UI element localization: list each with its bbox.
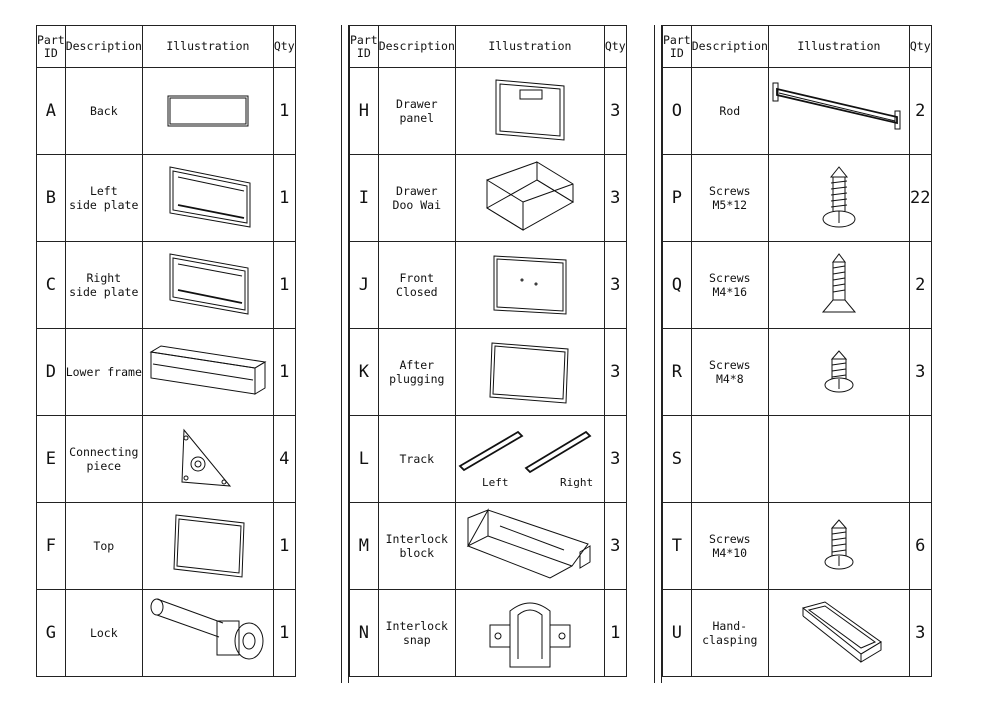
- part-description: Back: [65, 68, 142, 155]
- back-panel-icon: [142, 68, 273, 155]
- hand-clasp-icon: [768, 590, 909, 677]
- part-id: I: [350, 155, 379, 242]
- part-qty: 4: [273, 416, 295, 503]
- header-part-id: Part ID: [350, 26, 379, 68]
- part-id: R: [663, 329, 692, 416]
- part-description: Interlock snap: [378, 590, 455, 677]
- part-description: Screws M4*16: [691, 242, 768, 329]
- track-right-label: Right: [559, 476, 593, 489]
- column-gap: [654, 25, 662, 683]
- part-id: N: [350, 590, 379, 677]
- header-illustration: Illustration: [455, 26, 604, 68]
- table-row: [350, 68, 627, 155]
- part-description: Top: [65, 503, 142, 590]
- part-id: J: [350, 242, 379, 329]
- table-row: [37, 590, 296, 677]
- part-description: Hand-clasping: [691, 590, 768, 677]
- drawer-panel-icon: [455, 68, 604, 155]
- part-id: B: [37, 155, 66, 242]
- part-description: After plugging: [378, 329, 455, 416]
- part-description: [691, 416, 768, 503]
- part-id: M: [350, 503, 379, 590]
- header-qty: Qty: [273, 26, 295, 68]
- part-description: Front Closed: [378, 242, 455, 329]
- part-id: S: [663, 416, 692, 503]
- part-description: Lock: [65, 590, 142, 677]
- after-plugging-icon: [455, 329, 604, 416]
- part-description: Screws M4*8: [691, 329, 768, 416]
- table-row: [350, 416, 627, 503]
- part-description: Track: [378, 416, 455, 503]
- column-gap: [341, 25, 349, 683]
- part-qty: 3: [604, 68, 626, 155]
- header-qty: Qty: [604, 26, 626, 68]
- part-qty: 3: [604, 503, 626, 590]
- lock-icon: [142, 590, 273, 677]
- part-description: Left side plate: [65, 155, 142, 242]
- header-description: Description: [378, 26, 455, 68]
- part-qty: 1: [604, 590, 626, 677]
- part-qty: 1: [273, 329, 295, 416]
- table-row: [350, 242, 627, 329]
- part-id: O: [663, 68, 692, 155]
- table-row: [663, 503, 932, 590]
- table-row: [663, 242, 932, 329]
- part-id: T: [663, 503, 692, 590]
- part-description: Drawer Doo Wai: [378, 155, 455, 242]
- part-qty: 2: [909, 68, 931, 155]
- part-id: H: [350, 68, 379, 155]
- part-id: P: [663, 155, 692, 242]
- part-id: E: [37, 416, 66, 503]
- part-qty: 2: [909, 242, 931, 329]
- lower-frame-icon: [142, 329, 273, 416]
- header-illustration: Illustration: [768, 26, 909, 68]
- part-qty: 1: [273, 503, 295, 590]
- connecting-piece-icon: [142, 416, 273, 503]
- table-row: [663, 329, 932, 416]
- part-description: Drawer panel: [378, 68, 455, 155]
- screw-m4-16-icon: [768, 242, 909, 329]
- header-description: Description: [691, 26, 768, 68]
- interlock-block-icon: [455, 503, 604, 590]
- table-row: [37, 416, 296, 503]
- table-row: [663, 590, 932, 677]
- part-id: F: [37, 503, 66, 590]
- parts-table-3: [662, 25, 932, 677]
- part-qty: 3: [604, 155, 626, 242]
- part-qty: 6: [909, 503, 931, 590]
- header-description: Description: [65, 26, 142, 68]
- right-side-plate-icon: [142, 242, 273, 329]
- table-row: [37, 242, 296, 329]
- left-side-plate-icon: [142, 155, 273, 242]
- part-description: Lower frame: [65, 329, 142, 416]
- part-qty: 3: [909, 590, 931, 677]
- part-qty: [909, 416, 931, 503]
- empty-illustration: [768, 416, 909, 503]
- table-row: [37, 329, 296, 416]
- front-closed-icon: [455, 242, 604, 329]
- part-id: K: [350, 329, 379, 416]
- header-qty: Qty: [909, 26, 931, 68]
- part-qty: 1: [273, 68, 295, 155]
- table-row: [350, 329, 627, 416]
- parts-table-1: [36, 25, 296, 677]
- part-description: Screws M5*12: [691, 155, 768, 242]
- interlock-snap-icon: [455, 590, 604, 677]
- parts-table-2: [349, 25, 627, 677]
- table-row: [663, 68, 932, 155]
- screw-m4-10-icon: [768, 503, 909, 590]
- part-id: A: [37, 68, 66, 155]
- top-panel-icon: [142, 503, 273, 590]
- table-row: [37, 155, 296, 242]
- table-row: [663, 155, 932, 242]
- table-row: [350, 503, 627, 590]
- header-part-id: Part ID: [37, 26, 66, 68]
- part-description: Connecting piece: [65, 416, 142, 503]
- header-row: [350, 26, 627, 68]
- table-row: [37, 68, 296, 155]
- part-qty: 3: [604, 329, 626, 416]
- header-row: [37, 26, 296, 68]
- part-id: G: [37, 590, 66, 677]
- table-row: [350, 590, 627, 677]
- part-qty: 1: [273, 590, 295, 677]
- part-qty: 3: [604, 242, 626, 329]
- track-icon: [455, 416, 604, 503]
- part-qty: 22: [909, 155, 931, 242]
- screw-m4-8-icon: [768, 329, 909, 416]
- part-id: U: [663, 590, 692, 677]
- part-id: L: [350, 416, 379, 503]
- table-row: [37, 503, 296, 590]
- part-id: Q: [663, 242, 692, 329]
- track-left-label: Left: [481, 476, 509, 489]
- part-qty: 1: [273, 242, 295, 329]
- part-description: Interlock block: [378, 503, 455, 590]
- header-part-id: Part ID: [663, 26, 692, 68]
- table-row: [350, 155, 627, 242]
- part-id: C: [37, 242, 66, 329]
- part-description: Right side plate: [65, 242, 142, 329]
- table-row: [663, 416, 932, 503]
- part-qty: 3: [909, 329, 931, 416]
- header-row: [663, 26, 932, 68]
- part-description: Rod: [691, 68, 768, 155]
- drawer-body-icon: [455, 155, 604, 242]
- part-id: D: [37, 329, 66, 416]
- screw-m5-12-icon: [768, 155, 909, 242]
- rod-icon: [768, 68, 909, 155]
- header-illustration: Illustration: [142, 26, 273, 68]
- part-qty: 3: [604, 416, 626, 503]
- part-qty: 1: [273, 155, 295, 242]
- part-description: Screws M4*10: [691, 503, 768, 590]
